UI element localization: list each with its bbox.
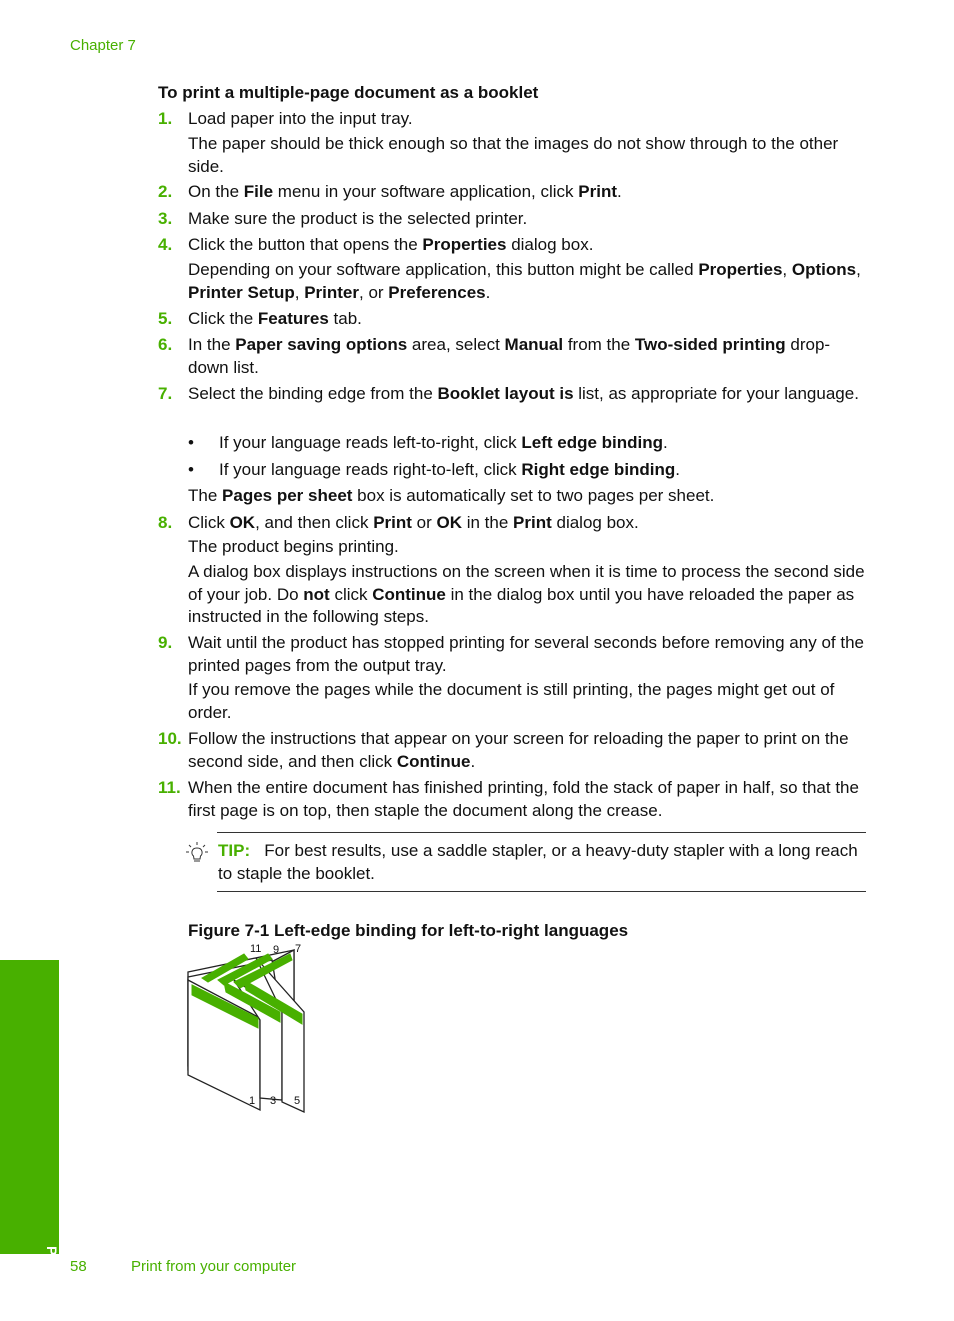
bullet-text: If your language reads right-to-left, click Right edge binding. — [219, 460, 681, 479]
booklet-binding-illustration — [184, 940, 314, 1115]
figure-caption: Figure 7-1 Left-edge binding for left-to-right languages — [188, 921, 629, 940]
bullet-text: If your language reads left-to-right, click Left edge binding. — [219, 433, 668, 452]
page-label-top-1: 11 — [250, 943, 262, 955]
section-title: To print a multiple-page document as a booklet — [158, 83, 539, 102]
step-9-note: If you remove the pages while the document is still printing, the pages might get out of order. — [188, 680, 835, 722]
step-text: When the entire document has finished printing, fold the stack of paper in half, so that the first page is on top, then staple the document along the crease. — [188, 778, 859, 820]
step-number: 5. — [158, 309, 173, 328]
step-number: 9. — [158, 633, 173, 652]
step-number: 11. — [158, 778, 181, 797]
step-text: Click the Features tab. — [188, 309, 362, 328]
step-text: Select the binding edge from the Booklet layout is list, as appropriate for your language. — [188, 384, 859, 403]
tip-text: TIP: For best results, use a saddle stapler, or a heavy-duty stapler with a long reach to staple the booklet. — [218, 841, 858, 883]
page-label-top-2: 9 — [273, 944, 280, 956]
bullet-dot: • — [188, 433, 194, 452]
step-number: 6. — [158, 335, 173, 354]
step-text: In the Paper saving options area, select Manual from the Two-sided printing drop-down list. — [188, 335, 831, 377]
step-8-note-1: The product begins printing. — [188, 537, 399, 556]
step-7-note: The Pages per sheet box is automatically set to two pages per sheet. — [188, 486, 715, 505]
tip-label: TIP: — [218, 841, 251, 860]
step-number: 7. — [158, 384, 173, 403]
step-number: 2. — [158, 182, 173, 201]
step-text: Load paper into the input tray. — [188, 109, 413, 128]
bullet-dot: • — [188, 460, 194, 479]
step-number: 10. — [158, 729, 182, 748]
step-text: Click OK, and then click Print or OK in the Print dialog box. — [188, 513, 639, 532]
step-text: Make sure the product is the selected printer. — [188, 209, 528, 228]
footer-title: Print from your computer — [131, 1258, 297, 1275]
page-label-bottom-3: 5 — [294, 1095, 301, 1107]
step-text: Wait until the product has stopped printing for several seconds before removing any of the printed pages from the output tray. — [188, 633, 864, 675]
page-label-bottom-2: 3 — [270, 1095, 277, 1107]
step-8-note-2: A dialog box displays instructions on the screen when it is time to process the second side of your job. Do not click Continue in the dialog box until you have reloaded the paper as instructed in the following steps. — [188, 562, 865, 626]
step-text: Click the button that opens the Properties dialog box. — [188, 235, 594, 254]
page-label-bottom-1: 1 — [249, 1095, 256, 1107]
step-4-note: Depending on your software application, this button might be called Properties, Options, Printer Setup, Printer, or Preferences. — [188, 260, 861, 302]
step-number: 1. — [158, 109, 173, 128]
chapter-label: Chapter 7 — [70, 37, 136, 54]
step-number: 8. — [158, 513, 173, 532]
page-number: 58 — [70, 1258, 87, 1275]
side-tab — [0, 960, 60, 1278]
page-label-top-3: 7 — [295, 943, 302, 955]
step-number: 4. — [158, 235, 173, 254]
lightbulb-icon — [186, 842, 208, 866]
side-tab-label: Print — [44, 1246, 60, 1278]
step-text: Follow the instructions that appear on your screen for reloading the paper to print on the second side, and then click Continue. — [188, 729, 849, 771]
step-number: 3. — [158, 209, 173, 228]
step-text: On the File menu in your software application, click Print. — [188, 182, 622, 201]
step-1-note: The paper should be thick enough so that the images do not show through to the other side. — [188, 134, 839, 176]
